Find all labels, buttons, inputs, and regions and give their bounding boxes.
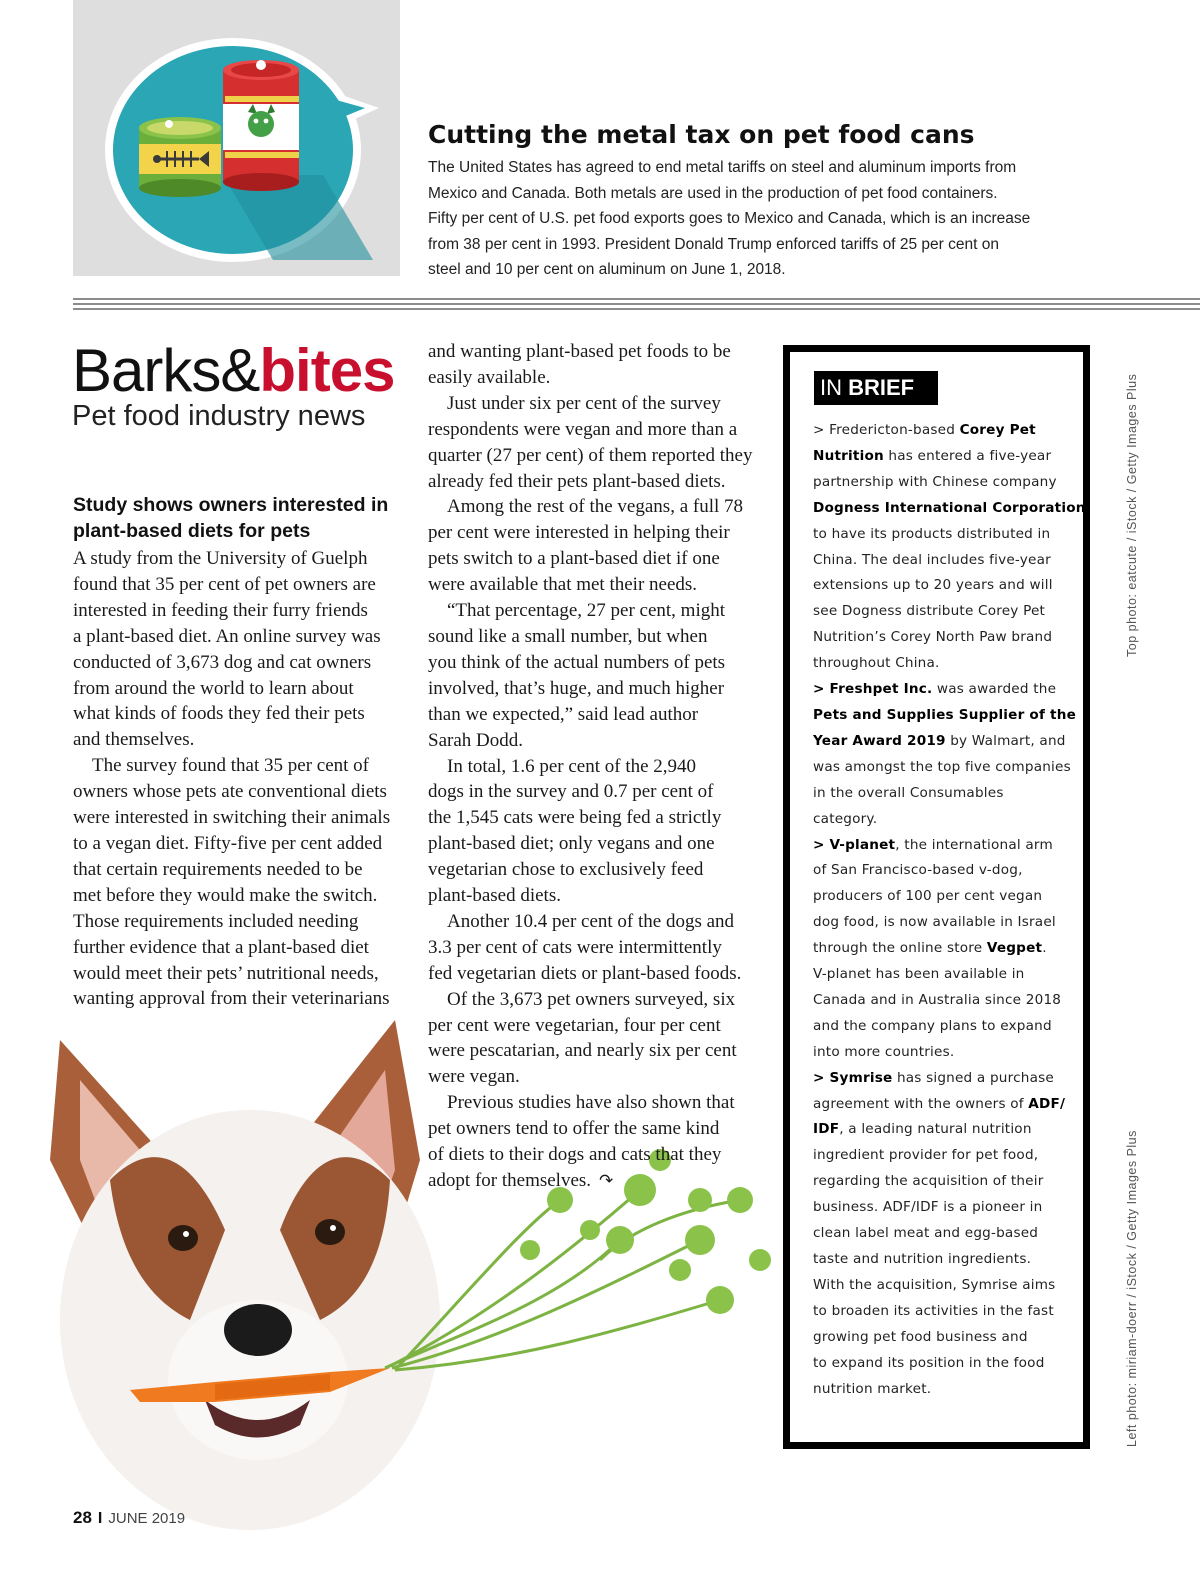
article-line: quarter (27 per cent) of them reported they	[428, 444, 753, 466]
in-brief-text-segment: extensions up to 20 years and will	[813, 577, 1053, 594]
in-brief-line	[813, 1195, 1086, 1221]
article-line: that certain requirements needed to be	[73, 858, 363, 880]
top-story-line: The United States has agreed to end metal tariffs on steel and aluminum imports from	[428, 159, 1017, 176]
in-brief-text-segment: to expand its position in the food	[813, 1354, 1045, 1371]
article-line: a plant-based diet. An online survey was	[73, 625, 381, 647]
in-brief-line	[813, 884, 1086, 910]
in-brief-text-segment: ingredient provider for pet food,	[813, 1147, 1039, 1164]
top-photo-credit: Top photo: eatcute / iStock / Getty Images Plus	[1125, 373, 1139, 657]
in-brief-text-segment: , a leading natural nutrition	[839, 1121, 1032, 1138]
in-brief-text-segment: dog food, is now available in Israel	[813, 914, 1056, 931]
in-brief-text-segment: in the overall Consumables	[813, 784, 1004, 801]
section-divider	[73, 298, 1200, 300]
article-line: pet owners tend to offer the same kind	[428, 1118, 720, 1140]
top-story-body	[428, 155, 1068, 283]
article-column-2	[428, 339, 752, 1195]
article-line: 3.3 per cent of cats were intermittently	[428, 936, 722, 958]
in-brief-text-segment: .	[1042, 940, 1047, 957]
article-line: owners whose pets ate conventional diets	[73, 781, 387, 803]
article-line: what kinds of foods they fed their pets	[73, 703, 365, 725]
in-brief-text-segment: taste and nutrition ingredients.	[813, 1251, 1032, 1267]
article-line: adopt for themselves. ↷	[428, 1170, 614, 1191]
in-brief-line	[813, 833, 1086, 859]
in-brief-highlight: > V-planet	[813, 836, 896, 853]
article-line: wanting approval from their veterinarians	[73, 988, 390, 1010]
top-story-line: from 38 per cent in 1993. President Donald Trump enforced tariffs of 25 per cent on	[428, 235, 999, 253]
in-brief-text-segment: into more countries.	[813, 1043, 955, 1060]
in-brief-highlight: Nutrition	[813, 447, 884, 464]
in-brief-line	[813, 470, 1086, 496]
in-brief-text-segment: to broaden its activities in the fast	[813, 1302, 1054, 1319]
article-line: A study from the University of Guelph	[73, 548, 368, 569]
in-brief-text-segment: Canada and in Australia since 2018	[813, 991, 1062, 1008]
in-brief-line	[813, 988, 1086, 1014]
article-line: and themselves.	[73, 729, 195, 751]
article-line: further evidence that a plant-based diet	[73, 936, 369, 958]
in-brief-highlight: Year Award 2019	[813, 732, 946, 749]
in-brief-line	[813, 418, 1086, 444]
in-brief-text-segment: to have its products distributed in	[813, 525, 1051, 542]
in-brief-line	[813, 1273, 1086, 1299]
in-brief-text-segment: see Dogness distribute Corey Pet	[813, 603, 1046, 620]
article-line: easily available.	[428, 366, 551, 388]
article-line: Another 10.4 per cent of the dogs and	[428, 910, 735, 932]
in-brief-line	[813, 444, 1086, 470]
article-line: The survey found that 35 per cent of	[73, 755, 369, 777]
section-masthead	[72, 336, 394, 406]
article-line: and wanting plant-based pet foods to be	[428, 341, 731, 362]
top-story-title: Cutting the metal tax on pet food cans	[428, 120, 975, 149]
in-brief-line	[813, 599, 1086, 625]
in-brief-line	[813, 496, 1086, 522]
section-divider	[73, 308, 1200, 310]
folio-separator: I	[97, 1510, 103, 1527]
article-line: interested in feeding their furry friends	[73, 599, 368, 621]
article-line: of diets to their dogs and cats that they	[428, 1144, 722, 1166]
page-number: 28	[73, 1508, 92, 1527]
in-brief-text-segment: partnership with Chinese company	[813, 473, 1057, 490]
in-brief-line	[813, 755, 1086, 781]
article-line: per cent were interested in helping their	[428, 522, 730, 544]
in-brief-text-segment: throughout China.	[813, 655, 940, 672]
top-story-line: steel and 10 per cent on aluminum on June 1, 2018.	[428, 261, 786, 279]
in-brief-line	[813, 1221, 1086, 1247]
article-line: Sarah Dodd.	[428, 729, 523, 751]
article-line: than we expected,” said lead author	[428, 703, 699, 725]
in-brief-text-segment: agreement with the owners of	[813, 1095, 1029, 1112]
article-line: were vegan.	[428, 1066, 520, 1088]
article-line: from around the world to learn about	[73, 677, 354, 699]
article-line: Just under six per cent of the survey	[428, 392, 721, 414]
article-line: Of the 3,673 pet owners surveyed, six	[428, 988, 736, 1010]
in-brief-line	[813, 1325, 1086, 1351]
in-brief-text-segment: of San Francisco-based v-dog,	[813, 862, 1023, 879]
article-line: were pescatarian, and nearly six per cent	[428, 1040, 737, 1062]
in-brief-line	[813, 1169, 1086, 1195]
in-brief-text-segment: has entered a five-year	[883, 447, 1052, 464]
in-brief-line	[813, 858, 1086, 884]
masthead-bites: bites	[259, 337, 395, 404]
in-brief-text-segment: has signed a purchase	[892, 1069, 1054, 1086]
in-brief-line	[813, 729, 1086, 755]
article-line: pets switch to a plant-based diet if one	[428, 548, 720, 570]
article-line: sound like a small number, but when	[428, 625, 708, 647]
in-brief-text-segment: and the company plans to expand	[813, 1017, 1052, 1034]
in-brief-line	[813, 1377, 1086, 1403]
in-brief-text-segment: regarding the acquisition of their	[813, 1173, 1044, 1190]
in-brief-text-segment: growing pet food business and	[813, 1328, 1028, 1345]
in-brief-text	[813, 418, 1086, 1402]
article-line: you think of the actual numbers of pets	[428, 651, 726, 673]
in-brief-text-segment: nutrition market.	[813, 1380, 932, 1397]
article-line: found that 35 per cent of pet owners are	[73, 573, 376, 595]
in-brief-text-segment: Nutrition’s Corey North Paw brand	[813, 629, 1053, 646]
in-brief-text-segment: > Fredericton-based	[813, 422, 960, 438]
in-brief-label-in: IN	[820, 375, 842, 400]
article-line: were interested in switching their animals	[73, 807, 391, 829]
in-brief-highlight: Corey Pet	[959, 422, 1036, 438]
in-brief-highlight: > Freshpet Inc.	[813, 681, 933, 698]
issue-date: JUNE 2019	[108, 1510, 186, 1527]
in-brief-text-segment: business. ADF/IDF is a pioneer in	[813, 1199, 1043, 1216]
article-line: involved, that’s huge, and much higher	[428, 677, 725, 699]
in-brief-line	[813, 781, 1086, 807]
in-brief-text-segment: was awarded the	[932, 681, 1057, 698]
article-line: vegetarian chose to exclusively feed	[428, 859, 704, 881]
in-brief-line	[813, 548, 1086, 574]
in-brief-line	[813, 1143, 1086, 1169]
in-brief-line	[813, 936, 1086, 962]
pet-food-cans-illustration	[73, 0, 400, 276]
in-brief-text-segment: category.	[813, 810, 878, 827]
in-brief-text-segment: by Walmart, and	[945, 732, 1066, 749]
in-brief-text-segment: China. The deal includes five-year	[813, 551, 1051, 568]
article-line: plant-based diets.	[428, 885, 561, 907]
article-end-mark-icon: ↷	[599, 1171, 614, 1191]
in-brief-line	[813, 625, 1086, 651]
in-brief-text-segment: was amongst the top five companies	[813, 758, 1071, 775]
in-brief-highlight: ADF/	[1028, 1095, 1066, 1112]
article-line: Those requirements included needing	[73, 910, 359, 932]
in-brief-line	[813, 807, 1086, 833]
article-line: plant-based diet; only vegans and one	[428, 833, 715, 855]
in-brief-highlight: Vegpet	[986, 940, 1043, 957]
in-brief-line	[813, 962, 1086, 988]
article-line: would meet their pets’ nutritional needs,	[73, 962, 379, 984]
in-brief-text-segment: , the international arm	[895, 836, 1053, 853]
article-line: conducted of 3,673 dog and cat owners	[73, 651, 372, 673]
masthead-ampersand: &	[220, 337, 260, 404]
top-story-line: Mexico and Canada. Both metals are used in the production of pet food containers.	[428, 184, 998, 202]
section-subtitle: Pet food industry news	[72, 400, 366, 432]
article-line: per cent were vegetarian, four per cent	[428, 1014, 721, 1036]
in-brief-label	[814, 371, 938, 405]
in-brief-line	[813, 1040, 1086, 1066]
in-brief-label-brief: BRIEF	[848, 375, 915, 400]
article-headline: Study shows owners interested in plant-based diets for pets	[73, 494, 389, 542]
article-line: were available that met their needs.	[428, 574, 698, 596]
in-brief-text-segment: through the online store	[813, 940, 987, 957]
in-brief-line	[813, 651, 1086, 677]
article-line: Among the rest of the vegans, a full 78	[428, 496, 744, 518]
in-brief-line	[813, 1014, 1086, 1040]
pet-food-cans-icon	[73, 0, 400, 276]
article-line: already fed their pets plant-based diets.	[428, 470, 726, 492]
in-brief-highlight: Pets and Supplies Supplier of the	[813, 706, 1076, 723]
article-line: In total, 1.6 per cent of the 2,940	[428, 755, 697, 777]
in-brief-line	[813, 1066, 1086, 1092]
in-brief-line	[813, 910, 1086, 936]
in-brief-text-segment: V-planet has been available in	[813, 966, 1025, 983]
in-brief-text-segment: clean label meat and egg-based	[813, 1225, 1039, 1242]
in-brief-highlight: Dogness International Corporation	[813, 499, 1086, 516]
article-line: “That percentage, 27 per cent, might	[428, 600, 726, 622]
in-brief-line	[813, 1117, 1086, 1143]
page-folio	[73, 1508, 185, 1528]
top-story-line: Fifty per cent of U.S. pet food exports goes to Mexico and Canada, which is an increase	[428, 210, 1031, 228]
in-brief-highlight: > Symrise	[813, 1069, 893, 1086]
in-brief-line	[813, 677, 1086, 703]
section-divider	[73, 303, 1200, 305]
left-photo-credit: Left photo: miriam-doerr / iStock / Getty Images Plus	[1125, 1130, 1139, 1447]
in-brief-line	[813, 1247, 1086, 1273]
in-brief-text-segment: producers of 100 per cent vegan	[813, 888, 1043, 905]
article-line: respondents were vegan and more than a	[428, 418, 738, 440]
in-brief-text-segment: With the acquisition, Symrise aims	[813, 1276, 1056, 1293]
article-line: met before they would make the switch.	[73, 884, 378, 906]
in-brief-line	[813, 1299, 1086, 1325]
in-brief-line	[813, 1092, 1086, 1118]
in-brief-line	[813, 1351, 1086, 1377]
in-brief-line	[813, 573, 1086, 599]
in-brief-line	[813, 522, 1086, 548]
article-line: the 1,545 cats were being fed a strictly	[428, 807, 722, 829]
article-line: to a vegan diet. Fifty-five per cent added	[73, 832, 383, 854]
article-line: dogs in the survey and 0.7 per cent of	[428, 781, 714, 803]
article-line: Previous studies have also shown that	[428, 1092, 735, 1114]
in-brief-highlight: IDF	[813, 1121, 840, 1138]
masthead-barks: Barks	[72, 337, 221, 404]
article-column-1	[73, 546, 390, 1012]
in-brief-line	[813, 703, 1086, 729]
article-line: fed vegetarian diets or plant-based foods.	[428, 962, 742, 984]
